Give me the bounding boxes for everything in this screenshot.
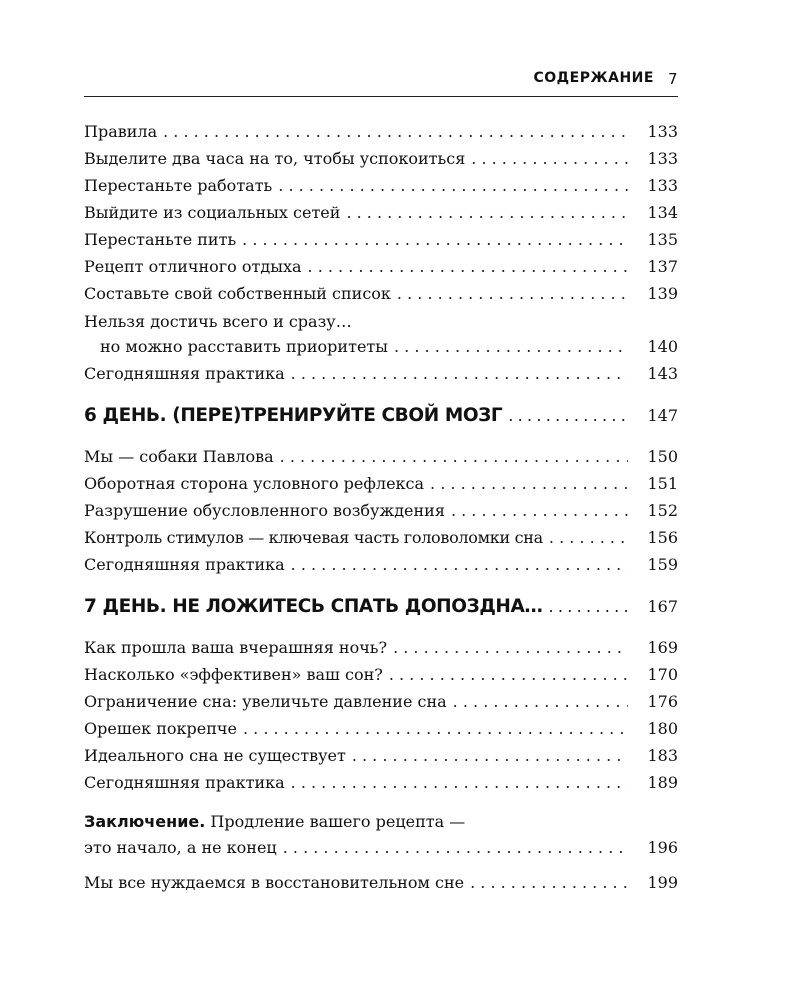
toc-entry[interactable] xyxy=(84,226,678,253)
toc-entry-title: Правила xyxy=(84,122,158,141)
toc-entry-title: Идеального сна не существует xyxy=(84,746,346,765)
dot-leader xyxy=(549,524,628,551)
toc-entry-page: 143 xyxy=(647,364,678,383)
toc-entry-title: Как прошла ваша вчерашняя ночь? xyxy=(84,638,388,657)
toc-entry-title: Мы все нуждаемся в восстановительном сне xyxy=(84,873,465,892)
toc-entry-page: 189 xyxy=(647,773,678,792)
table-of-contents xyxy=(84,118,678,896)
toc-entry-page: 159 xyxy=(647,555,678,574)
dot-leader xyxy=(291,551,628,578)
dot-leader xyxy=(453,688,628,715)
chapter-page: 167 xyxy=(647,597,678,616)
toc-entry-title: Сегодняшняя практика xyxy=(84,773,285,792)
toc-entry-title: Мы — собаки Павлова xyxy=(84,447,274,466)
toc-entry-line2 xyxy=(84,334,678,360)
toc-entry[interactable] xyxy=(84,172,678,199)
toc-entry[interactable] xyxy=(84,715,678,742)
toc-entry-title: Выделите два часа на то, чтобы успокоиться xyxy=(84,149,466,168)
toc-entry[interactable] xyxy=(84,634,678,661)
toc-entry-title: Оборотная сторона условного рефлекса xyxy=(84,474,425,493)
dot-leader xyxy=(389,661,628,688)
chapter-title: 6 ДЕНЬ. (ПЕРЕ)ТРЕНИРУЙТЕ СВОЙ МОЗГ xyxy=(84,405,503,426)
toc-entry-page: 139 xyxy=(647,284,678,303)
toc-entry-title: Контроль стимулов — ключевая часть головоломки сна xyxy=(84,528,543,547)
toc-entry-page: 140 xyxy=(647,337,678,356)
toc-entry-page: 151 xyxy=(647,474,678,493)
toc-entry-page: 150 xyxy=(647,447,678,466)
dot-leader xyxy=(430,470,628,497)
toc-entry-title: Перестаньте пить xyxy=(84,230,237,249)
toc-entry-title: Сегодняшняя практика xyxy=(84,364,285,383)
dot-leader xyxy=(243,715,628,742)
dot-leader xyxy=(394,334,628,360)
toc-entry-conclusion[interactable] xyxy=(84,810,678,861)
dot-leader xyxy=(508,401,628,431)
toc-entry-page: 170 xyxy=(647,665,678,684)
toc-entry[interactable] xyxy=(84,470,678,497)
toc-entry[interactable] xyxy=(84,199,678,226)
toc-entry-title-line1: Нельзя достичь всего и сразу… xyxy=(84,312,352,331)
toc-entry-title: Насколько «эффективен» ваш сон? xyxy=(84,665,383,684)
toc-entry-page: 135 xyxy=(647,230,678,249)
dot-leader xyxy=(397,280,628,307)
chapter-page: 147 xyxy=(647,406,678,425)
dot-leader xyxy=(291,360,628,387)
toc-entry-practice[interactable] xyxy=(84,360,678,387)
toc-entry-page: 133 xyxy=(647,122,678,141)
toc-entry-page: 176 xyxy=(647,692,678,711)
dot-leader xyxy=(549,592,628,622)
dot-leader xyxy=(352,742,628,769)
toc-entry-page: 133 xyxy=(647,149,678,168)
toc-entry-title: Ограничение сна: увеличьте давление сна xyxy=(84,692,447,711)
dot-leader xyxy=(291,769,628,796)
toc-entry-title: Сегодняшняя практика xyxy=(84,555,285,574)
toc-entry-title: Рецепт отличного отдыха xyxy=(84,257,302,276)
toc-entry[interactable] xyxy=(84,253,678,280)
dot-leader xyxy=(470,869,628,896)
dot-leader xyxy=(308,253,628,280)
toc-entry-page: 180 xyxy=(647,719,678,738)
toc-entry-page: 134 xyxy=(647,203,678,222)
toc-entry-page: 133 xyxy=(647,176,678,195)
header-title: СОДЕРЖАНИЕ xyxy=(533,70,654,86)
toc-entry[interactable] xyxy=(84,688,678,715)
conclusion-line2 xyxy=(84,834,678,861)
toc-entry-page: 152 xyxy=(647,501,678,520)
toc-entry[interactable] xyxy=(84,524,678,551)
toc-entry[interactable] xyxy=(84,280,678,307)
toc-entry-page: 183 xyxy=(647,746,678,765)
toc-entry-title: Выйдите из социальных сетей xyxy=(84,203,341,222)
dot-leader xyxy=(280,443,628,470)
chapter-heading-day-6[interactable] xyxy=(84,401,678,431)
toc-entry[interactable] xyxy=(84,443,678,470)
toc-entry-multiline[interactable] xyxy=(84,307,678,360)
conclusion-lead: Заключение. xyxy=(84,812,206,831)
chapter-heading-day-7[interactable] xyxy=(84,592,678,622)
toc-entry-title: Разрушение обусловленного возбуждения xyxy=(84,501,445,520)
dot-leader xyxy=(278,172,628,199)
conclusion-title-rest: Продление вашего рецепта — xyxy=(205,812,466,831)
dot-leader xyxy=(346,199,628,226)
toc-entry-title: Перестаньте работать xyxy=(84,176,273,195)
dot-leader xyxy=(283,834,628,861)
toc-entry-page: 169 xyxy=(647,638,678,657)
toc-entry-title: Составьте свой собственный список xyxy=(84,284,391,303)
toc-entry-page: 199 xyxy=(647,873,678,892)
toc-entry-page: 156 xyxy=(647,528,678,547)
toc-entry-final[interactable] xyxy=(84,869,678,896)
dot-leader xyxy=(163,118,628,145)
dot-leader xyxy=(393,634,628,661)
toc-entry-title: Орешек покрепче xyxy=(84,719,237,738)
toc-entry-title-line2: но можно расставить приоритеты xyxy=(100,337,388,356)
dot-leader xyxy=(242,226,628,253)
toc-entry[interactable] xyxy=(84,118,678,145)
toc-entry-page: 196 xyxy=(647,838,678,857)
toc-entry[interactable] xyxy=(84,769,678,796)
toc-entry[interactable] xyxy=(84,661,678,688)
dot-leader xyxy=(471,145,628,172)
running-header xyxy=(84,70,678,97)
toc-entry[interactable] xyxy=(84,742,678,769)
toc-entry[interactable] xyxy=(84,551,678,578)
dot-leader xyxy=(451,497,628,524)
conclusion-line1 xyxy=(84,810,678,834)
chapter-title: 7 ДЕНЬ. НЕ ЛОЖИТЕСЬ СПАТЬ ДОПОЗДНА… xyxy=(84,596,543,617)
toc-entry-page: 137 xyxy=(647,257,678,276)
header-page-number: 7 xyxy=(667,70,678,88)
toc-entry-title-line2: это начало, а не конец xyxy=(84,838,277,857)
toc-entry[interactable] xyxy=(84,145,678,172)
toc-entry[interactable] xyxy=(84,497,678,524)
